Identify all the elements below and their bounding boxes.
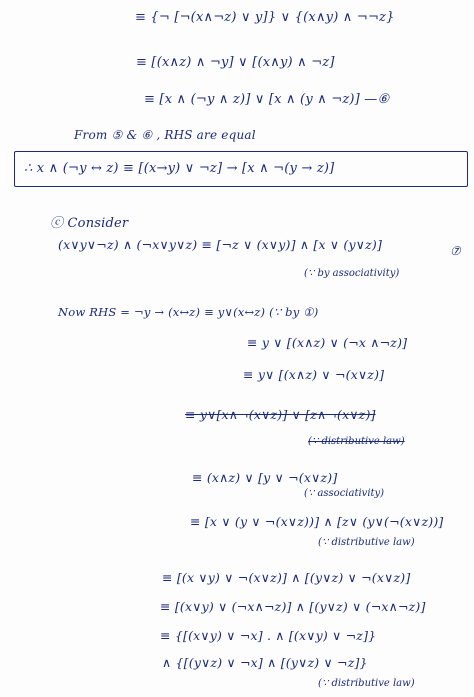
part-c-heading: ⓒ Consider <box>50 216 129 231</box>
consider-expression: (x∨y∨¬z) ∧ (¬x∨y∨z) ≡ [¬z ∨ (x∨y)] ∧ [x ∨ (y∨z)] <box>58 237 383 252</box>
note-distributive-1: (∵ distributive law) <box>318 537 415 548</box>
note-associativity-1: (∵ by associativity) <box>304 268 400 279</box>
derivation-line-11: ≡ y∨ [(x∧z) ∨ ¬(x∨z)] <box>243 367 385 382</box>
derivation-line-1: ≡ {¬ [¬(x∧¬z) ∨ y]} ∨ {(x∧y) ∧ ¬¬z} <box>135 10 395 25</box>
derivation-line-19: ≡ [(x∨y) ∨ (¬x∧¬z)] ∧ [(y∨z) ∨ (¬x∧¬z)] <box>160 599 426 614</box>
conclusion-intro: From ⑤ & ⑥ , RHS are equal <box>74 128 256 142</box>
struck-note-distributive: (∵ distributive law) <box>308 436 405 447</box>
derivation-line-20: ≡ {[(x∨y) ∨ ¬x] . ∧ [(x∨y) ∨ ¬z]} <box>160 628 377 643</box>
equation-number-7: ⑦ <box>450 244 461 258</box>
derivation-line-21: ∧ {[(y∨z) ∨ ¬x] ∧ [(y∨z) ∨ ¬z]} <box>162 655 368 670</box>
derivation-line-14: ≡ (x∧z) ∨ [y ∨ ¬(x∨z)] <box>192 470 338 485</box>
derivation-line-3: ≡ [x ∧ (¬y ∧ z)] ∨ [x ∧ (y ∧ ¬z)] —⑥ <box>144 92 390 107</box>
note-associativity-2: (∵ associativity) <box>304 488 385 499</box>
derivation-line-16: ≡ [x ∨ (y ∨ ¬(x∨z))] ∧ [z∨ (y∨(¬(x∨z))] <box>190 514 444 529</box>
derivation-line-10: ≡ y ∨ [(x∧z) ∨ (¬x ∧¬z)] <box>247 335 408 350</box>
boxed-equivalence: ∴ x ∧ (¬y ↔ z) ≡ [(x→y) ∨ ¬z] → [x ∧ ¬(y → z)] <box>24 161 335 176</box>
derivation-line-18: ≡ [(x ∨y) ∨ ¬(x∨z)] ∧ [(y∨z) ∨ ¬(x∨z)] <box>162 570 411 585</box>
derivation-line-2: ≡ [(x∧z) ∧ ¬y] ∨ [(x∧y) ∧ ¬z] <box>136 55 335 70</box>
note-distributive-2: (∵ distributive law) <box>318 678 415 689</box>
struck-derivation: ≡ y∨[x∧¬(x∨z)] ∨ [z∧¬(x∨z)] <box>185 407 376 422</box>
now-rhs-line: Now RHS = ¬y → (x↔z) ≡ y∨(x↔z) (∵ by ①) <box>58 305 319 319</box>
